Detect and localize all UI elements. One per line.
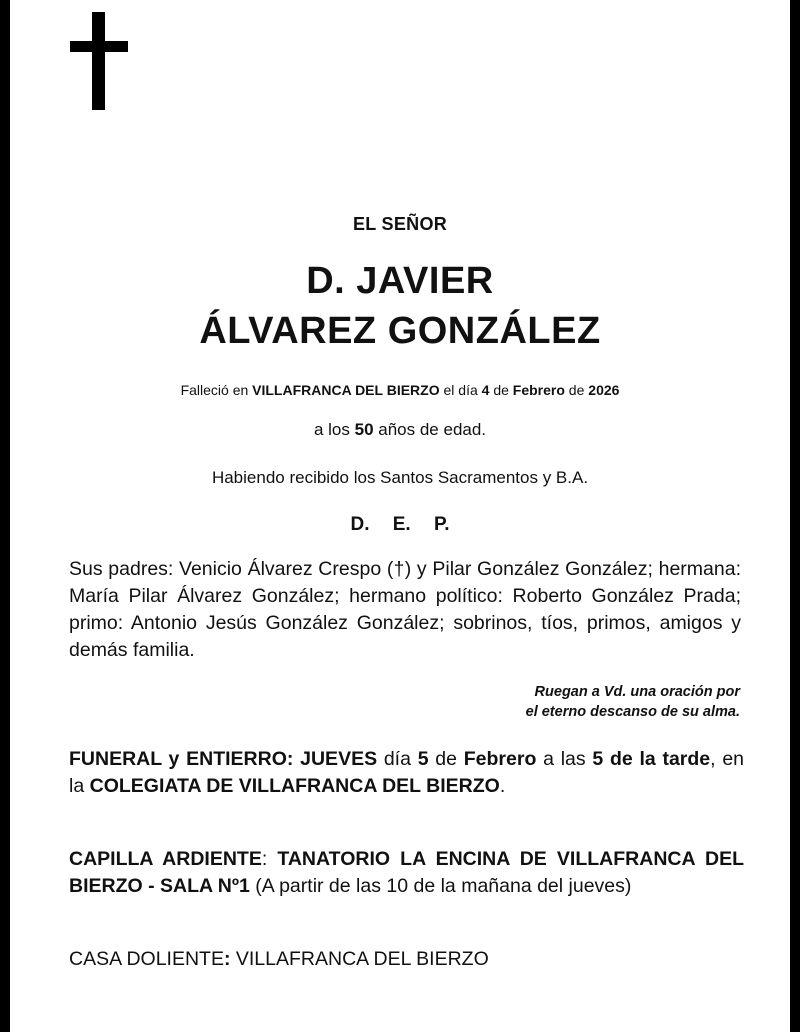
prayer-line1: Ruegan a Vd. una oración por: [534, 684, 740, 700]
funeral-info: FUNERAL y ENTIERRO: JUEVES día 5 de Febrero a las 5 de la tarde, en la COLEGIATA DE VILLAFRANCA DEL BIERZO.: [69, 748, 745, 797]
cross-icon: [70, 12, 128, 110]
funeral-time: 5 de la tarde: [592, 748, 711, 770]
death-place: VILLAFRANCA DEL BIERZO: [252, 382, 440, 398]
death-month: Febrero: [512, 382, 565, 398]
deceased-name-line2: ÁLVAREZ GONZÁLEZ: [199, 310, 601, 352]
deceased-name-line1: D. JAVIER: [306, 260, 494, 302]
home-info: CASA DOLIENTE: VILLAFRANCA DEL BIERZO: [69, 948, 489, 970]
death-day: 4: [481, 382, 490, 398]
prayer-request: [340, 682, 740, 722]
home-label: CASA DOLIENTE: [69, 948, 224, 970]
title-prefix: EL SEÑOR: [352, 214, 448, 234]
chapel-place: TANATORIO LA ENCINA DE VILLAFRANCA DEL BIERZO - SALA Nº1: [69, 848, 744, 897]
funeral-place: COLEGIATA DE VILLAFRANCA DEL BIERZO: [89, 775, 500, 797]
chapel-info: CAPILLA ARDIENTE: TANATORIO LA ENCINA DE VILLAFRANCA DEL BIERZO - SALA Nº1 (A partir de las 10 de la mañana del jueves): [69, 848, 744, 897]
family-paragraph: Sus padres: Venicio Álvarez Crespo (†) y Pilar González González; hermana: María Pilar Álvarez González; hermano político: Roberto González Prada; primo: Antonio Jesús González González; sobrinos, tíos, primos, amigos y demás familia.: [69, 558, 741, 661]
sacraments-line: Habiendo recibido los Santos Sacramentos y B.A.: [211, 468, 589, 487]
death-year: 2026: [588, 382, 620, 398]
chapel-note: (A partir de las 10 de la mañana del jueves): [249, 875, 632, 897]
funeral-label: FUNERAL y ENTIERRO: JUEVES: [69, 748, 378, 770]
age-line: a los 50 años de edad.: [313, 420, 487, 439]
age-years: 50: [354, 420, 374, 439]
prayer-line2: el eterno descanso de su alma.: [525, 704, 740, 720]
obituary-page: [10, 0, 790, 1032]
chapel-label: CAPILLA ARDIENTE: [69, 848, 262, 870]
death-details: Falleció en VILLAFRANCA DEL BIERZO el día 4 de Febrero de 2026: [180, 382, 620, 398]
dep-line: D. E. P.: [350, 514, 450, 535]
home-place: VILLAFRANCA DEL BIERZO: [230, 948, 489, 970]
